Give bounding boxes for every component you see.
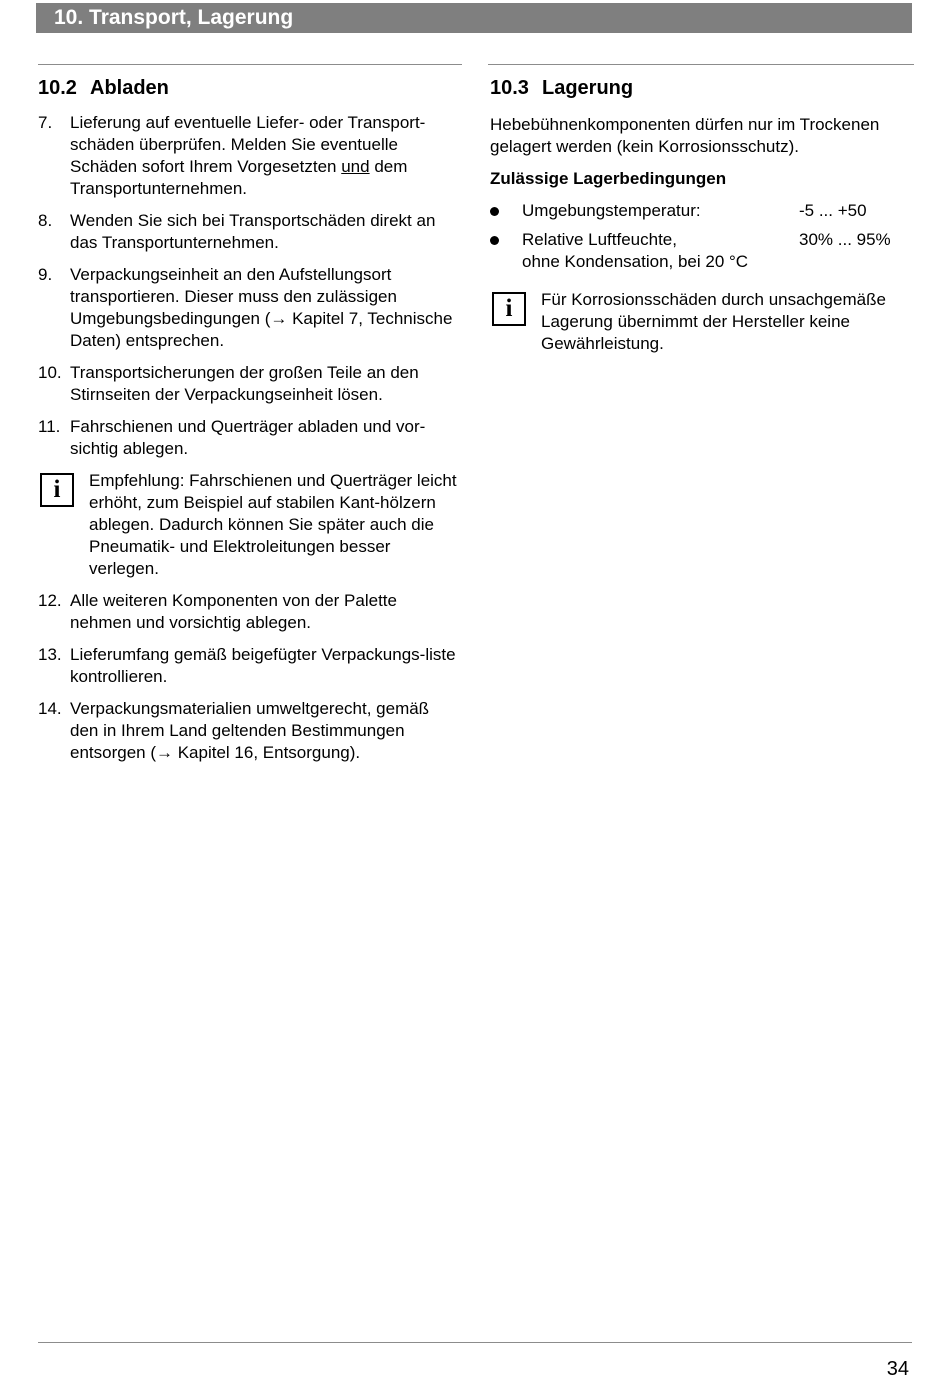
condition-label-continued: ohne Kondensation, bei 20 °C	[522, 252, 749, 271]
condition-value: -5 ... +50	[799, 201, 867, 220]
step-9	[38, 264, 462, 352]
step-text: Verpackungsmaterialien umweltgerecht, gemäß den in Ihrem Land geltenden Bestimmungen entsorgen (→ Kapitel 16, Entsorgung).	[70, 699, 430, 762]
step-number: 10.	[38, 363, 62, 382]
chapter-title: 10. Transport, Lagerung	[54, 6, 294, 29]
storage-conditions-heading: Zulässige Lagerbedingungen	[490, 169, 727, 188]
bullet-icon	[490, 207, 499, 216]
section-lagerung	[490, 74, 914, 365]
bullet-icon	[490, 236, 499, 245]
step-number: 8.	[38, 211, 53, 230]
info-text: Für Korrosionsschäden durch unsachgemäße Lagerung übernimmt der Hersteller keine Gewährleistung.	[541, 290, 886, 353]
section-heading-lagerung	[490, 74, 914, 102]
info-icon: i	[40, 473, 74, 507]
step-number: 9.	[38, 265, 53, 284]
step-number: 13.	[38, 645, 62, 664]
step-text: Fahrschienen und Querträger abladen und vor-sichtig ablegen.	[70, 417, 426, 458]
condition-value: 30% ... 95%	[799, 230, 891, 249]
step-7	[38, 112, 462, 200]
condition-label: Umgebungstemperatur:	[522, 201, 701, 220]
step-10	[38, 362, 462, 406]
step-14	[38, 698, 462, 764]
storage-conditions-list	[490, 200, 914, 273]
section-title: Lagerung	[542, 77, 634, 99]
section-heading-abladen	[38, 74, 462, 102]
underlined-word: und	[341, 157, 370, 176]
step-number: 7.	[38, 113, 53, 132]
info-icon: i	[492, 292, 526, 326]
info-note-recommendation	[38, 470, 462, 580]
step-text: Alle weiteren Komponenten von der Palette nehmen und vorsichtig ablegen.	[70, 591, 397, 632]
step-text: Verpackungseinheit an den Aufstellungsort transportieren. Dieser muss den zulässigen Umgebungsbedingungen (→ Kapitel 7, Technische Daten) entsprechen.	[70, 265, 453, 350]
section-number: 10.3	[490, 77, 529, 99]
condition-label: Relative Luftfeuchte,	[522, 230, 677, 249]
step-number: 14.	[38, 699, 62, 718]
section-abladen	[38, 74, 462, 774]
step-text: Lieferung auf eventuelle Liefer- oder Transport-schäden überprüfen. Melden Sie eventuelle Schäden sofort Ihrem Vorgesetzten und dem Transportunternehmen.	[70, 113, 426, 198]
section-number: 10.2	[38, 77, 77, 99]
storage-intro: Hebebühnenkomponenten dürfen nur im Trockenen gelagert werden (kein Korrosionsschutz).	[490, 115, 880, 156]
unloading-steps-continued	[38, 590, 462, 764]
left-column-top-rule	[38, 64, 462, 65]
section-title: Abladen	[90, 77, 169, 99]
page-number: 34	[886, 1358, 909, 1380]
footer-rule	[38, 1342, 912, 1343]
condition-humidity	[490, 229, 914, 273]
condition-temperature	[490, 200, 914, 222]
step-11	[38, 416, 462, 460]
step-text: Lieferumfang gemäß beigefügter Verpackungs-liste kontrollieren.	[70, 645, 456, 686]
step-number: 11.	[38, 417, 61, 436]
step-12	[38, 590, 462, 634]
info-note-warranty	[490, 289, 914, 355]
step-number: 12.	[38, 591, 62, 610]
step-8	[38, 210, 462, 254]
step-text: Transportsicherungen der großen Teile an den Stirnseiten der Verpackungseinheit lösen.	[70, 363, 419, 404]
chapter-title-bar	[36, 3, 912, 33]
step-13	[38, 644, 462, 688]
right-column-top-rule	[488, 64, 914, 65]
step-text: Wenden Sie sich bei Transportschäden direkt an das Transportunternehmen.	[70, 211, 436, 252]
unloading-steps	[38, 112, 462, 460]
info-text: Empfehlung: Fahrschienen und Querträger leicht erhöht, zum Beispiel auf stabilen Kant-hölzern ablegen. Dadurch können Sie später auch die Pneumatik- und Elektroleitungen besser verlegen.	[89, 471, 457, 578]
